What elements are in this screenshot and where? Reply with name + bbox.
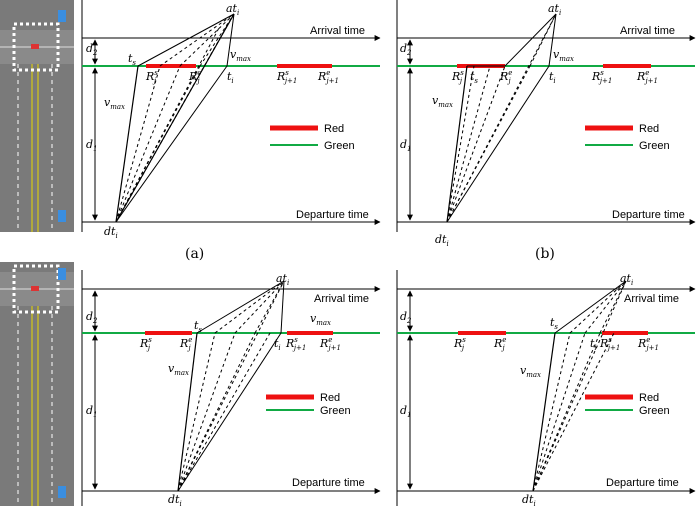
rj1s-label-c: $R^s$ j+1	[286, 336, 307, 352]
d1-label-a: $d_1$	[86, 138, 98, 153]
legend-green-label-d: Green	[639, 405, 670, 417]
rje-label-a: $R^e$ j	[189, 69, 202, 85]
departure-time-label-c: Departure time	[292, 477, 365, 489]
ts-label-d: $t_s$	[550, 316, 559, 331]
ti-label-b: $t_i$	[549, 70, 556, 85]
rjs-label-c: $R^s$ j	[140, 336, 152, 352]
vmax-label-a2: $v_{max}$	[230, 48, 251, 63]
ts-label-b: $t_s$	[470, 70, 479, 85]
d1-label-b: $d_1$	[400, 138, 412, 153]
rjs-label-d: $R^s$ j	[454, 336, 466, 352]
arrival-time-label-c: Arrival time	[314, 293, 370, 305]
panel-c	[82, 270, 380, 506]
legend-red-label-d: Red	[639, 392, 660, 404]
intersection-road-icon-top	[0, 0, 74, 232]
departure-time-label-b: Departure time	[612, 209, 685, 221]
vmax-label-c1: $v_{max}$	[168, 362, 189, 377]
arrival-time-label-a: Arrival time	[310, 25, 366, 37]
vmax-label-c2: $v_{max}$	[310, 312, 331, 327]
vmax-label-d: $v_{max}$	[520, 364, 541, 379]
d1-label-d: $d_1$	[400, 404, 412, 419]
d2-label-d: $d_2$	[400, 310, 412, 325]
d2-label-c: $d_2$	[86, 310, 98, 325]
departure-time-label-d: Departure time	[606, 477, 679, 489]
rj1e-label-d: $R^e$ j+1	[638, 336, 659, 352]
rje-label-c: $R^e$ j	[180, 336, 193, 352]
rj1e-label-c: $R^e$ j+1	[320, 336, 341, 352]
caption-a: (a)	[185, 246, 205, 262]
dt-label-a: $dt_i$	[104, 225, 118, 240]
rj1s-label-d: $R^s$ j+1	[600, 336, 621, 352]
legend-green-label-c: Green	[320, 405, 351, 417]
dt-label-b: $dt_i$	[435, 233, 449, 248]
rje-label-b: $R^e$ j	[500, 69, 513, 85]
dt-label-c: $dt_i$	[168, 493, 182, 508]
legend-green-label-a: Green	[324, 140, 355, 152]
ti-label-a: $t_i$	[227, 70, 234, 85]
dt-label-d: $dt_i$	[522, 493, 536, 508]
arrival-time-label-d: Arrival time	[624, 293, 680, 305]
arrival-time-label-b: Arrival time	[620, 25, 676, 37]
at-label-a: $at_i$	[226, 2, 240, 17]
vmax-label-b2: $v_{max}$	[553, 48, 574, 63]
rj1s-label-b: $R^s$ j+1	[592, 69, 613, 85]
vmax-label-a1: $v_{max}$	[104, 96, 125, 111]
rj1e-label-a: $R^e$ j+1	[318, 69, 339, 85]
d2-label-b: $d_2$	[400, 42, 412, 57]
ti-label-c: $t_i$	[274, 337, 281, 352]
at-label-b: $at_i$	[548, 2, 562, 17]
rjs-label-b: $R^s$ j	[452, 69, 464, 85]
d1-label-c: $d_1$	[86, 404, 98, 419]
rjs-label-a: $R^s$ j	[146, 69, 158, 85]
ts-label-a: $t_s$	[128, 52, 137, 67]
panel-d	[397, 270, 695, 506]
intersection-road-icon-bottom	[0, 262, 74, 506]
legend-red-label-b: Red	[639, 123, 660, 135]
ti-label-d: $t_i$	[590, 337, 597, 352]
rje-label-d: $R^e$ j	[494, 336, 507, 352]
caption-b: (b)	[535, 246, 555, 262]
legend-green-label-b: Green	[639, 140, 670, 152]
rj1e-label-b: $R^e$ j+1	[637, 69, 658, 85]
legend-red-label-a: Red	[324, 123, 345, 135]
d2-label-a: $d_2$	[86, 42, 98, 57]
departure-time-label-a: Departure time	[296, 209, 369, 221]
legend-red-label-c: Red	[320, 392, 341, 404]
at-label-d: $at_i$	[620, 272, 634, 287]
at-label-c: $at_i$	[276, 272, 290, 287]
ts-label-c: $t_s$	[194, 319, 203, 334]
vmax-label-b1: $v_{max}$	[432, 94, 453, 109]
rj1s-label-a: $R^s$ j+1	[277, 69, 298, 85]
